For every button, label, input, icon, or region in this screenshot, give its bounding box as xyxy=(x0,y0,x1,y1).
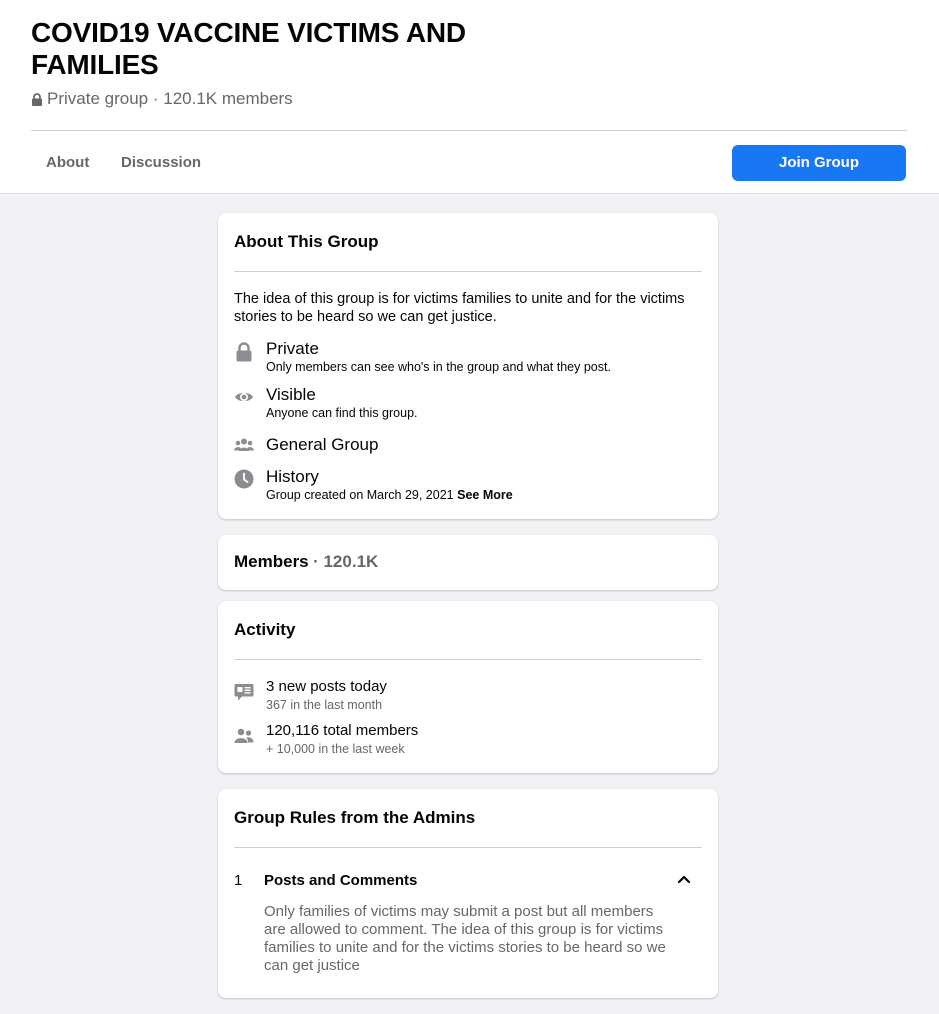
info-history-title: History xyxy=(266,467,319,486)
activity-posts xyxy=(234,678,704,714)
join-group-button[interactable]: Join Group xyxy=(732,145,906,181)
header-divider xyxy=(31,130,907,131)
lock-icon xyxy=(234,342,254,362)
info-visible-subtitle: Anyone can find this group. xyxy=(266,406,418,420)
about-title: About This Group xyxy=(234,232,379,251)
about-description: The idea of this group is for victims families to unite and for the victims stories to be heard so we can get justice. xyxy=(234,291,685,325)
activity-members-subtitle: + 10,000 in the last week xyxy=(266,742,405,756)
see-more-link[interactable]: See More xyxy=(457,488,513,502)
activity-posts-subtitle: 367 in the last month xyxy=(266,698,383,712)
rule-number: 1 xyxy=(234,872,243,889)
info-private-title: Private xyxy=(266,339,319,358)
info-general-title: General Group xyxy=(266,435,379,454)
tab-discussion[interactable]: Discussion xyxy=(121,154,202,171)
people-icon xyxy=(234,435,254,455)
members-count: · 120.1K xyxy=(313,552,379,571)
group-title: COVID19 VACCINE VICTIMS AND FAMILIES xyxy=(31,17,466,80)
info-visible-title: Visible xyxy=(266,385,316,404)
lock-icon xyxy=(31,93,43,106)
rules-title: Group Rules from the Admins xyxy=(234,808,476,827)
info-private-subtitle: Only members can see who's in the group and what they post. xyxy=(266,360,611,374)
about-card xyxy=(218,213,718,519)
members-heading xyxy=(234,552,378,572)
info-private xyxy=(234,339,704,375)
history-created-text: Group created on March 29, 2021 xyxy=(266,488,454,502)
group-privacy: Private group xyxy=(47,89,149,108)
activity-posts-title: 3 new posts today xyxy=(266,678,387,695)
info-history-subtitle xyxy=(266,488,513,502)
members-card[interactable] xyxy=(218,535,718,590)
activity-card xyxy=(218,601,718,773)
group-meta xyxy=(31,89,293,109)
posts-icon xyxy=(234,682,254,702)
activity-members-title: 120,116 total members xyxy=(266,722,419,739)
rules-divider xyxy=(234,847,702,848)
activity-members xyxy=(234,722,704,758)
clock-icon xyxy=(234,469,254,489)
rules-card xyxy=(218,789,718,998)
activity-title: Activity xyxy=(234,620,296,639)
rule-title[interactable]: Posts and Comments xyxy=(264,872,418,889)
info-history xyxy=(234,467,704,503)
group-header xyxy=(0,0,939,194)
group-members-summary: 120.1K members xyxy=(163,89,293,108)
activity-divider xyxy=(234,659,702,660)
members-label: Members xyxy=(234,552,309,571)
people-icon xyxy=(234,726,254,746)
chevron-up-icon[interactable] xyxy=(674,869,694,889)
info-general-group xyxy=(234,435,704,457)
about-divider xyxy=(234,271,702,272)
rule-body: Only families of victims may submit a post but all members are allowed to comment. The idea of this group is for victims families to unite and for the victims stories to be heard so we can get justice xyxy=(264,903,666,974)
info-visible xyxy=(234,385,704,421)
meta-separator: · xyxy=(148,89,164,108)
tab-about[interactable]: About xyxy=(46,154,90,171)
eye-icon xyxy=(234,387,254,407)
